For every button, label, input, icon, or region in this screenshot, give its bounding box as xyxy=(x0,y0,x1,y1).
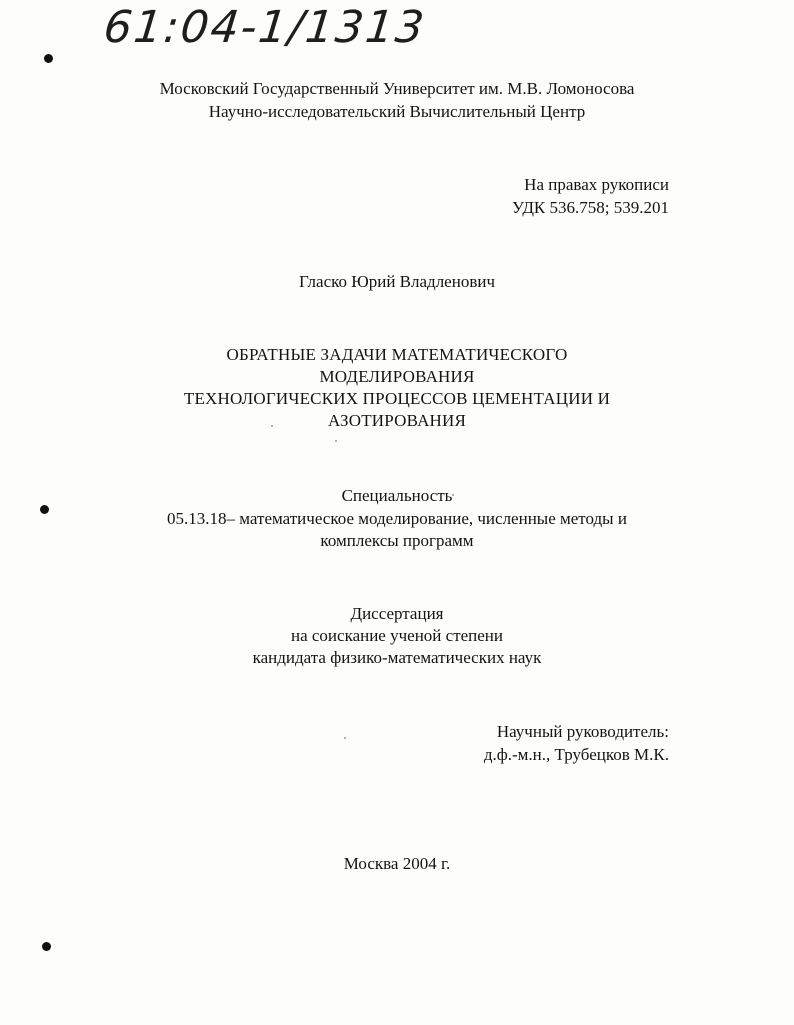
university-name: Московский Государственный Университет им. М.В. Ломоносова xyxy=(159,79,635,98)
title-line-4: АЗОТИРОВАНИЯ xyxy=(327,411,467,430)
supervisor-label: Научный руководитель: xyxy=(496,722,669,741)
punch-hole-top xyxy=(44,54,53,63)
specialty-continued: комплексы программ xyxy=(320,531,474,550)
archive-stamp: 61:04-1/1313 xyxy=(101,2,429,53)
udk-code: УДК 536.758; 539.201 xyxy=(512,198,669,217)
specialty-label: Специальность xyxy=(341,486,453,505)
title-line-2: МОДЕЛИРОВАНИЯ xyxy=(319,367,475,386)
specialty-code: 05.13.18– математическое моделирование, численные методы и xyxy=(167,509,627,528)
title-line-3: ТЕХНОЛОГИЧЕСКИХ ПРОЦЕССОВ ЦЕМЕНТАЦИИ И xyxy=(183,389,611,408)
research-center-name: Научно-исследовательский Вычислительный Центр xyxy=(208,102,586,121)
degree-purpose: на соискание ученой степени xyxy=(290,626,504,645)
dissertation-label: Диссертация xyxy=(350,604,444,623)
scan-speck xyxy=(271,425,273,427)
scan-speck xyxy=(452,494,454,496)
title-line-1: ОБРАТНЫЕ ЗАДАЧИ МАТЕМАТИЧЕСКОГО xyxy=(226,345,568,364)
degree-name: кандидата физико-математических наук xyxy=(252,648,542,667)
author-name: Гласко Юрий Владленович xyxy=(298,272,495,291)
city-year: Москва 2004 г. xyxy=(343,854,451,873)
scan-speck xyxy=(344,737,346,739)
punch-hole-bottom xyxy=(42,942,51,951)
supervisor-name: д.ф.-м.н., Трубецков М.К. xyxy=(483,745,669,764)
manuscript-rights: На правах рукописи xyxy=(524,175,669,194)
scan-speck xyxy=(335,440,337,442)
